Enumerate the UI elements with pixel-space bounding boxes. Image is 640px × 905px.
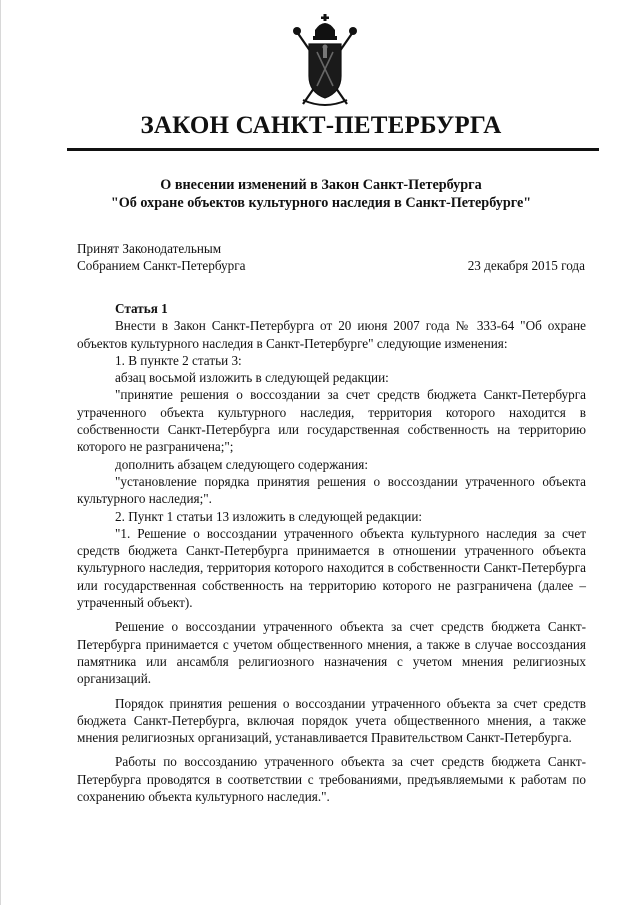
paragraph: "принятие решения о воссоздании за счет средств бюджета Санкт-Петербурга утраченного объекта культурного наследия, территория которого находится в собственности Санкт-Петербурга или государственная собственность на территорию которого не разграничена;"; bbox=[77, 387, 586, 455]
adopted-line: Собранием Санкт-Петербурга bbox=[77, 258, 246, 273]
adopted-by bbox=[77, 240, 246, 274]
paragraph: 1. В пункте 2 статьи 3: bbox=[115, 352, 242, 368]
paragraph: Внести в Закон Санкт-Петербурга от 20 июня 2007 года № 333-64 "Об охране объектов культурного наследия в Санкт-Петербурге" следующие изменения: bbox=[77, 318, 586, 351]
coat-of-arms-icon bbox=[289, 14, 361, 112]
paragraph: дополнить абзацем следующего содержания: bbox=[115, 456, 369, 472]
adopted-line: Принят Законодательным bbox=[77, 241, 222, 256]
law-title: ЗАКОН САНКТ-ПЕТЕРБУРГА bbox=[140, 112, 502, 139]
law-subtitle bbox=[1, 176, 640, 212]
paragraph: "установление порядка принятия решения о воссоздании утраченного объекта культурного наследия;". bbox=[77, 473, 586, 507]
title-rule bbox=[67, 148, 599, 151]
paragraph: "1. Решение о воссоздании утраченного объекта культурного наследия за счет средств бюджета Санкт-Петербурга принимается в отношении утраченного объекта культурного наследия, территория которого находится в собственности Санкт-Петербурга или государственная собственность на территорию которого не разграничена (далее – утраченный объект). bbox=[77, 525, 586, 611]
adoption-date: 23 декабря 2015 года bbox=[467, 258, 585, 273]
subtitle-line: "Об охране объектов культурного наследия в Санкт-Петербурге" bbox=[110, 195, 532, 211]
paragraph: абзац восьмой изложить в следующей редакции: bbox=[115, 370, 389, 386]
paragraph: Работы по воссозданию утраченного объекта за счет средств бюджета Санкт-Петербурга проводятся в соответствии с требованиями, предъявляемыми к работам по сохранению объекта культурного наследия.". bbox=[77, 754, 586, 805]
paragraph: Порядок принятия решения о воссоздании утраченного объекта за счет средств бюджета Санкт-Петербурга, включая порядок учета общественного мнения, а также мнения религиозных организаций, устанавливается Правительством Санкт-Петербурга. bbox=[77, 695, 586, 746]
paragraph: Решение о воссоздании утраченного объекта за счет средств бюджета Санкт-Петербурга принимается с учетом общественного мнения, а также в случае воссоздания памятника или ансамбля религиозного назначения с учетом мнения религиозных организаций. bbox=[77, 619, 586, 687]
subtitle-line: О внесении изменений в Закон Санкт-Петербурга bbox=[160, 177, 482, 193]
paragraph: 2. Пункт 1 статьи 13 изложить в следующей редакции: bbox=[115, 508, 423, 524]
article-body bbox=[77, 300, 586, 805]
article-heading: Статья 1 bbox=[115, 301, 168, 316]
